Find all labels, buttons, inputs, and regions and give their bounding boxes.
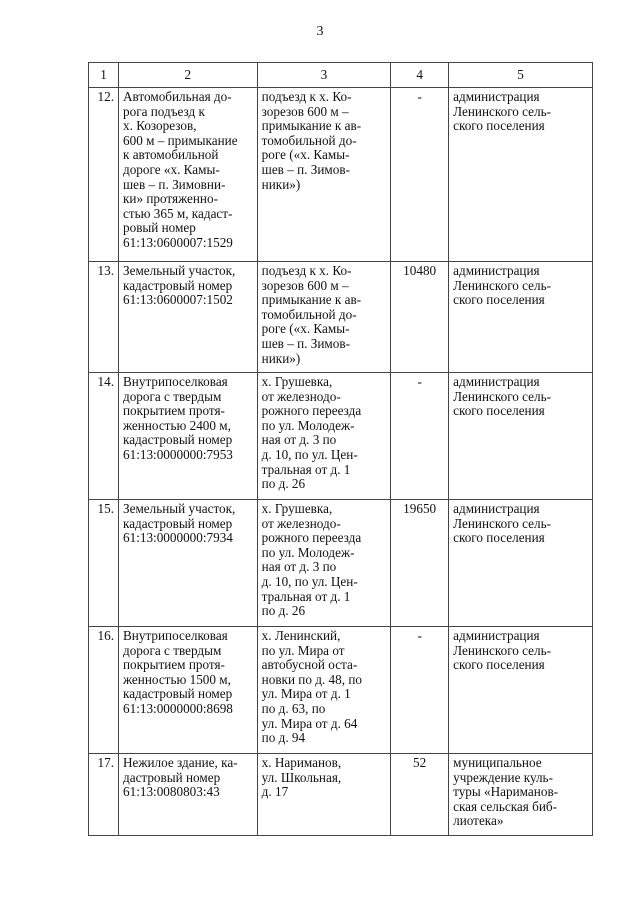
cell-text-line: х. Ленинский, bbox=[261, 628, 341, 643]
cell-text-line: роге («х. Камы- bbox=[261, 147, 350, 163]
cell-text-line: рожного переезда bbox=[261, 403, 362, 419]
cell-text-line: от железнодо- bbox=[261, 515, 341, 531]
table-row bbox=[89, 262, 593, 373]
cell-text-line: ул. Мира от д. 1 bbox=[261, 686, 351, 702]
cell-text-line: ная от д. 3 по bbox=[261, 432, 337, 448]
cell-text-line: ского поселения bbox=[453, 530, 545, 546]
cell-text-line: зорезов 600 м – bbox=[261, 103, 349, 119]
address-cell bbox=[257, 500, 391, 627]
cell-text-line: Автомобильная до- bbox=[123, 89, 232, 104]
property-registry-table bbox=[88, 62, 593, 836]
cell-text-line: томобильной до- bbox=[261, 132, 357, 148]
cell-text-line: д. 10, по ул. Цен- bbox=[261, 573, 358, 589]
table-row bbox=[89, 500, 593, 627]
cell-text-line: Внутрипоселковая bbox=[123, 628, 228, 643]
cell-text-line: администрация bbox=[453, 501, 540, 516]
cell-text-line: от железнодо- bbox=[261, 388, 341, 404]
cell-text-line: шев – п. Зимов- bbox=[261, 335, 350, 351]
cell-text-line: 61:13:0600007:1529 bbox=[123, 234, 233, 250]
cell-text-line: ская сельская биб- bbox=[453, 798, 558, 814]
header-col-5: 5 bbox=[449, 63, 593, 88]
cell-text-line: к автомобильной bbox=[123, 147, 219, 163]
area-cell: - bbox=[391, 373, 449, 500]
cell-text-line: ники») bbox=[261, 350, 301, 366]
area-cell: 52 bbox=[391, 754, 449, 836]
cell-text-line: д. 17 bbox=[261, 784, 289, 800]
cell-text-line: кадастровый номер bbox=[123, 515, 233, 531]
address-cell bbox=[257, 88, 391, 262]
cell-text-line: рожного переезда bbox=[261, 530, 362, 546]
object-name-cell bbox=[119, 262, 258, 373]
cell-text-line: Нежилое здание, ка- bbox=[123, 755, 238, 770]
area-cell: 10480 bbox=[391, 262, 449, 373]
cell-text-line: 600 м – примыкание bbox=[123, 132, 238, 148]
cell-text-line: Внутрипоселковая bbox=[123, 374, 228, 389]
object-name-cell bbox=[119, 373, 258, 500]
header-row bbox=[89, 63, 593, 88]
cell-text-line: ровый номер bbox=[123, 220, 196, 236]
cell-text-line: женностью 2400 м, bbox=[123, 417, 231, 433]
row-number: 12. bbox=[89, 88, 119, 262]
cell-text-line: администрация bbox=[453, 89, 540, 104]
cell-text-line: по ул. Молодеж- bbox=[261, 417, 355, 433]
cell-text-line: шев – п. Зимовни- bbox=[123, 176, 226, 192]
object-name-cell bbox=[119, 754, 258, 836]
cell-text-line: по д. 26 bbox=[261, 476, 306, 492]
object-name-cell bbox=[119, 500, 258, 627]
page-number: 3 bbox=[316, 24, 324, 39]
row-number: 16. bbox=[89, 627, 119, 754]
area-cell: - bbox=[391, 627, 449, 754]
address-cell bbox=[257, 754, 391, 836]
cell-text-line: Ленинского сель- bbox=[453, 388, 552, 404]
cell-text-line: 61:13:0000000:8698 bbox=[123, 700, 233, 716]
cell-text-line: новки по д. 48, по bbox=[261, 671, 362, 687]
header-col-2: 2 bbox=[119, 63, 258, 88]
cell-text-line: ского поселения bbox=[453, 403, 545, 419]
header-col-4: 4 bbox=[391, 63, 449, 88]
holder-cell bbox=[449, 373, 593, 500]
cell-text-line: шев – п. Зимов- bbox=[261, 161, 350, 177]
cell-text-line: примыкание к ав- bbox=[261, 118, 362, 134]
cell-text-line: зорезов 600 м – bbox=[261, 277, 349, 293]
cell-text-line: примыкание к ав- bbox=[261, 292, 362, 308]
cell-text-line: х. Грушевка, bbox=[261, 501, 333, 516]
holder-cell bbox=[449, 754, 593, 836]
table-body bbox=[89, 88, 593, 836]
cell-text-line: дорога с твердым bbox=[123, 388, 222, 404]
object-name-cell bbox=[119, 627, 258, 754]
cell-text-line: туры «Нариманов- bbox=[453, 784, 559, 800]
cell-text-line: администрация bbox=[453, 263, 540, 278]
cell-text-line: д. 10, по ул. Цен- bbox=[261, 446, 358, 462]
cell-text-line: покрытием протя- bbox=[123, 403, 225, 419]
cell-text-line: подъезд к х. Ко- bbox=[261, 89, 352, 104]
area-cell: - bbox=[391, 88, 449, 262]
cell-text-line: подъезд к х. Ко- bbox=[261, 263, 352, 278]
cell-text-line: ная от д. 3 по bbox=[261, 559, 337, 575]
holder-cell bbox=[449, 88, 593, 262]
cell-text-line: кадастровый номер bbox=[123, 277, 233, 293]
cell-text-line: администрация bbox=[453, 374, 540, 389]
object-name-cell bbox=[119, 88, 258, 262]
cell-text-line: Ленинского сель- bbox=[453, 277, 552, 293]
cell-text-line: стью 365 м, кадаст- bbox=[123, 205, 233, 221]
cell-text-line: Земельный участок, bbox=[123, 263, 236, 278]
area-cell: 19650 bbox=[391, 500, 449, 627]
cell-text-line: ского поселения bbox=[453, 292, 545, 308]
cell-text-line: тральная от д. 1 bbox=[261, 588, 351, 604]
address-cell bbox=[257, 262, 391, 373]
table-row bbox=[89, 373, 593, 500]
table-row bbox=[89, 754, 593, 836]
cell-text-line: Ленинского сель- bbox=[453, 515, 552, 531]
cell-text-line: 61:13:0000000:7953 bbox=[123, 446, 233, 462]
cell-text-line: х. Козорезов, bbox=[123, 118, 197, 134]
cell-text-line: ского поселения bbox=[453, 657, 545, 673]
cell-text-line: по д. 63, по bbox=[261, 700, 326, 716]
header-col-3: 3 bbox=[257, 63, 391, 88]
cell-text-line: 61:13:0600007:1502 bbox=[123, 292, 233, 308]
cell-text-line: ул. Школьная, bbox=[261, 769, 342, 785]
cell-text-line: по ул. Молодеж- bbox=[261, 544, 355, 560]
row-number: 14. bbox=[89, 373, 119, 500]
cell-text-line: администрация bbox=[453, 628, 540, 643]
row-number: 15. bbox=[89, 500, 119, 627]
row-number: 13. bbox=[89, 262, 119, 373]
cell-text-line: по ул. Мира от bbox=[261, 642, 345, 658]
cell-text-line: 61:13:0080803:43 bbox=[123, 784, 220, 800]
cell-text-line: кадастровый номер bbox=[123, 686, 233, 702]
cell-text-line: роге («х. Камы- bbox=[261, 321, 350, 337]
cell-text-line: учреждение куль- bbox=[453, 769, 553, 785]
cell-text-line: по д. 94 bbox=[261, 730, 306, 746]
holder-cell bbox=[449, 627, 593, 754]
cell-text-line: дороге «х. Камы- bbox=[123, 161, 220, 177]
cell-text-line: тральная от д. 1 bbox=[261, 461, 351, 477]
cell-text-line: дастровый номер bbox=[123, 769, 221, 785]
row-number: 17. bbox=[89, 754, 119, 836]
cell-text-line: кадастровый номер bbox=[123, 432, 233, 448]
holder-cell bbox=[449, 500, 593, 627]
cell-text-line: Ленинского сель- bbox=[453, 103, 552, 119]
cell-text-line: рога подъезд к bbox=[123, 103, 205, 119]
cell-text-line: х. Нариманов, bbox=[261, 755, 342, 770]
cell-text-line: ского поселения bbox=[453, 118, 545, 134]
table-row bbox=[89, 627, 593, 754]
cell-text-line: 61:13:0000000:7934 bbox=[123, 530, 233, 546]
cell-text-line: ки» протяженно- bbox=[123, 191, 218, 207]
cell-text-line: покрытием протя- bbox=[123, 657, 225, 673]
address-cell bbox=[257, 627, 391, 754]
cell-text-line: Земельный участок, bbox=[123, 501, 236, 516]
header-col-1: 1 bbox=[89, 63, 119, 88]
table-row bbox=[89, 88, 593, 262]
cell-text-line: Ленинского сель- bbox=[453, 642, 552, 658]
cell-text-line: по д. 26 bbox=[261, 603, 306, 619]
holder-cell bbox=[449, 262, 593, 373]
cell-text-line: автобусной оста- bbox=[261, 657, 358, 673]
cell-text-line: х. Грушевка, bbox=[261, 374, 333, 389]
cell-text-line: дорога с твердым bbox=[123, 642, 222, 658]
cell-text-line: женностью 1500 м, bbox=[123, 671, 231, 687]
cell-text-line: томобильной до- bbox=[261, 306, 357, 322]
cell-text-line: лиотека» bbox=[453, 813, 504, 829]
cell-text-line: ники») bbox=[261, 176, 301, 192]
cell-text-line: муниципальное bbox=[453, 755, 542, 770]
address-cell bbox=[257, 373, 391, 500]
cell-text-line: ул. Мира от д. 64 bbox=[261, 715, 358, 731]
